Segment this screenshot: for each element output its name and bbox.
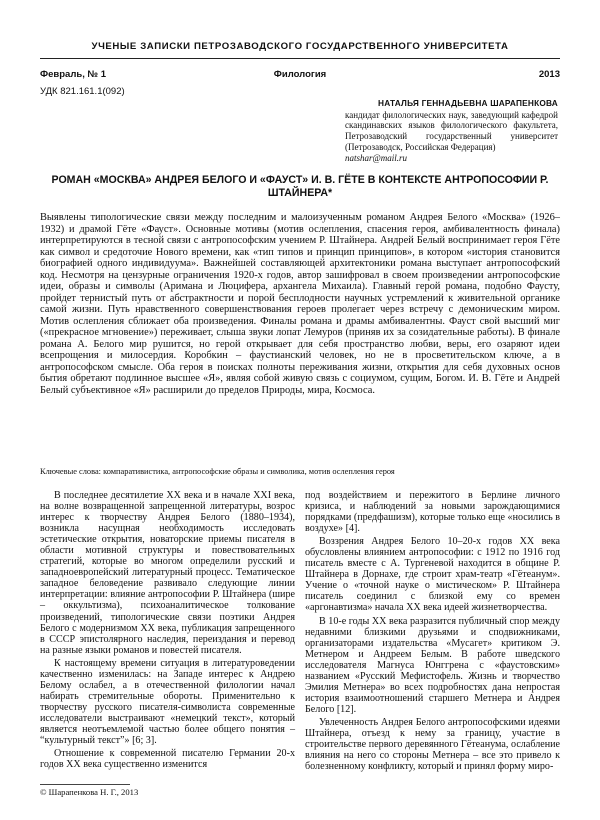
footnote-rule	[40, 784, 130, 785]
body-column-left	[40, 490, 295, 770]
body-column-right	[305, 490, 560, 772]
keywords: Ключевые слова: компаративистика, антропософские образы и символика, мотив ослепления героя	[40, 467, 395, 476]
abstract: Выявлены типологические связи между последним и малоизученным романом Андрея Белого «Москва» (1926–1932) и драмой Гёте «Фауст». Основные мотивы (мотив ослепления, спасения героя, амбивалентность финала) интерпретируются в тесной связи с антропософским учением Р. Штайнера. Андрей Белый воспринимает героя Гёте как символ и средоточие Нового времени, как «тип типов и принцип принципов», в котором «история становится биографией одного индивидуума». Важнейшей составляющей архитектоники романа выступает антропософский код. Несмотря на цензурные ограничения 1920-х годов, автор зашифровал в своем произведении антропософские идеи, образы и символы (Аримана и Люцифера, архангела Михаила). Главный герой романа, подобно Фаусту, пройдет тернистый путь от абстрактности и порой бесплодности научных устремлений к живительной органике самой жизни. Путь нравственного совершенствования героев пролегает через встречу с демоническим миром. Мотив ослепления сближает оба произведения. Финалы романа и драмы амбивалентны. Фауст свой высший миг («прекрасное мгновение») переживает, слыша звуки лопат Лемуров (приняв их за созидательные работы). В финале романа А. Белого мир рушится, но герой открывает для себя пространство любви, веры, его озаряют идеи всепрощения и милосердия. Коробкин – фаустианский человек, но не в просветительском ключе, а в антропософском смысле. Оба героя в поисках полноты переживания жизни, открытия для себя духовных основ бытия обретают подлинное высшее «Я», являя собой живую связь с социумом, сущим, Богом. И. В. Гёте и Андрей Белый субъективное «Я» расширили до пределов Природы, мира, Космоса.	[40, 212, 560, 396]
paragraph: Воззрения Андрея Белого 10–20-х годов XX века обусловлены влиянием антропософии: с 1912 по 1916 год писатель вместе с А. Тургеневой находится в общине Р. Штайнера в Дорнахе, где строит храм-театр «Гётеанум». Учение о «точной науке о мистическом» Р. Штайнера писатель соединил с близкой ему со времен «аргонавтизма» начала XX века идеей жизнетворчества.	[305, 536, 560, 614]
paragraph: К настоящему времени ситуация в литературоведении качественно изменилась: на Западе интерес к Андрею Белому ослабел, а в отечественной филологии начал набирать стремительные обороты. Применительно к творчеству русского писателя-символиста современные исследователи выстраивают «немецкий текст», который является неотъемлемой частью более общего понятия – “культурный текст”» [6; 3].	[40, 657, 295, 747]
paper-title: РОМАН «МОСКВА» АНДРЕЯ БЕЛОГО И «ФАУСТ» И. В. ГЁТЕ В КОНТЕКСТЕ АНТРОПОСОФИИ Р. ШТАЙНЕРА*	[51, 174, 549, 199]
copyright-note: © Шарапенкова Н. Г., 2013	[40, 787, 139, 797]
author-block	[345, 98, 558, 163]
issue-year: 2013	[538, 69, 560, 80]
header-rule	[40, 58, 560, 59]
issue-row	[40, 69, 560, 83]
author-affiliation: кандидат филологических наук, заведующий кафедрой скандинавских языков филологического факультета, Петрозаводский государственный университет (Петрозаводск, Российская Федерация)	[345, 109, 558, 152]
author-email[interactable]: natshar@mail.ru	[345, 152, 408, 163]
author-name: НАТАЛЬЯ ГЕННАДЬЕВНА ШАРАПЕНКОВА	[378, 98, 558, 108]
journal-title: УЧЕНЫЕ ЗАПИСКИ ПЕТРОЗАВОДСКОГО ГОСУДАРСТВЕННОГО УНИВЕРСИТЕТА	[91, 41, 509, 52]
paragraph: Отношение к современной писателю Германии 20-х годов XX века существенно изменится	[40, 748, 295, 771]
paragraph: В последнее десятилетие XX века и в начале XXI века, на волне возвращенной запрещенной литературы, возрос интерес к творчеству Андрея Белого (1880–1934), возникла насущная необходимость исследовать эстетические открытия, новаторские приемы писателя в области мотивной структуры и повествовательных стратегий, которые во многом определили русский и западноевропейский литературный процесс. Тематическое западное беловедение развивало следующие линии интерпретации: влияние антропософии Р. Штайнера (шире – оккультизма), психоаналитическое толкование произведений, типологические связи поэтики Андрея Белого с модернизмом XX века, публикация запрещенного в СССР эпистолярного наследия, переиздания и перевод на разные языки романов и повестей писателя.	[40, 490, 295, 656]
paragraph: под воздействием и пережитого в Берлине личного кризиса, и наблюдений за новыми зарождающимися порядками (предфашизм), которые только еще «носились в воздухе» [4].	[305, 490, 560, 535]
paragraph: В 10-е годы XX века разразится публичный спор между недавними близкими друзьями и сподвижниками, организаторами издательства «Мусагет» критиком Э. Метнером и Андреем Белым. В работе шведского исследователя Магнуса Юнггрена с «фаустовским» названием «Русский Мефистофель. Жизнь и творчество Эмилия Метнера» во всех подробностях дана непростая история взаимоотношений старшего Метнера и Андрея Белого [12].	[305, 615, 560, 715]
issue-number: Февраль, № 1	[40, 69, 106, 80]
paragraph: Увлеченность Андрея Белого антропософскими идеями Штайнера, отъезд к нему за границу, участие в строительстве первого деревянного Гётеанума, ослабление влияния на него со стороны Метнера – все это привело к болезненному конфликту, который и принял форму миро-	[305, 716, 560, 773]
udk-code: УДК 821.161.1(092)	[40, 86, 125, 97]
section-name: Филология	[273, 69, 327, 80]
